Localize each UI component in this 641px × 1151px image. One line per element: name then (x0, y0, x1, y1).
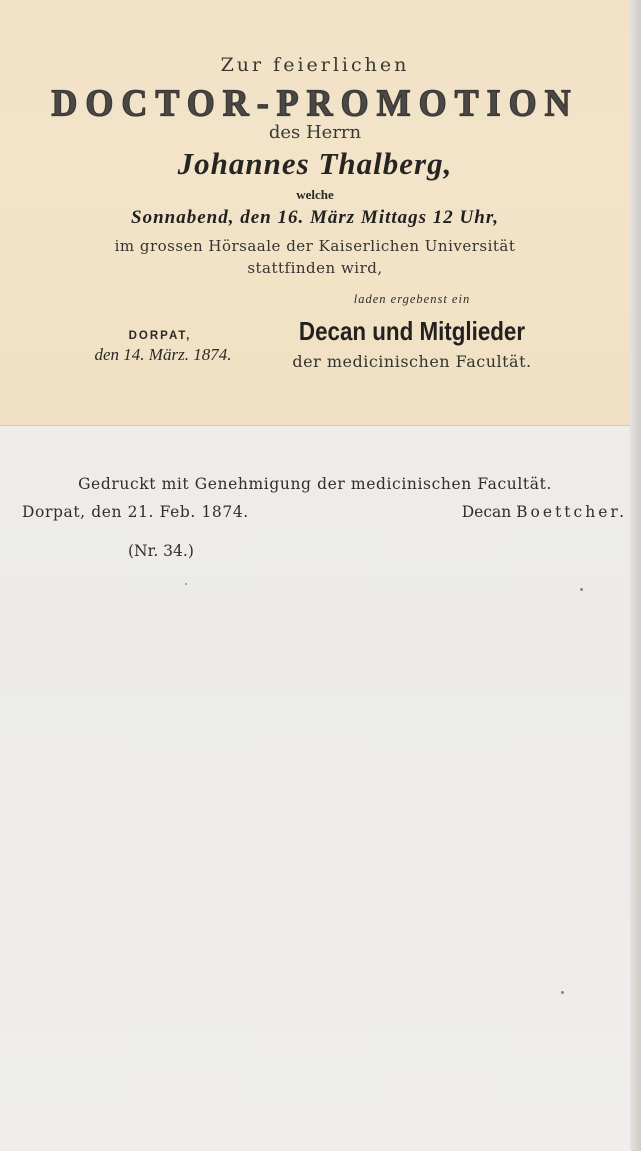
doctor-promotion-heading: DOCTOR-PROMOTION (51, 82, 579, 124)
intro-text: Zur feierlichen (220, 54, 410, 76)
signature-prefix: Decan (461, 503, 512, 521)
invite-line: laden ergebenst ein (353, 292, 471, 306)
welche-text: welche (296, 187, 334, 202)
invitation-card (0, 0, 630, 426)
city-label: DORPAT, (128, 330, 192, 342)
print-permission: Gedruckt mit Genehmigung der medicinischen Facultät. (78, 475, 552, 493)
paper-speck (561, 991, 564, 994)
page-edge (630, 0, 641, 1151)
issue-date: den 14. März. 1874. (94, 345, 232, 364)
inviters-heading: Decan und Mitglieder (298, 316, 526, 346)
ceremony-date: Sonnabend, den 16. März Mittags 12 Uhr, (131, 207, 499, 228)
des-herrn-text: des Herrn (268, 122, 362, 143)
faculty-name: der medicinischen Facultät. (292, 352, 532, 371)
imprint-place-date: Dorpat, den 21. Feb. 1874. (22, 503, 249, 521)
ceremony-place-continued: stattfinden wird, (247, 259, 383, 277)
signature-name: Boettcher. (516, 503, 627, 521)
ceremony-place: im grossen Hörsaale der Kaiserlichen Universität (114, 237, 516, 255)
print-number: (Nr. 34.) (128, 542, 194, 560)
paper-speck (580, 588, 583, 591)
paper-speck (185, 583, 187, 585)
honoree-name: Johannes Thalberg, (177, 146, 453, 181)
dean-signature (462, 503, 627, 521)
